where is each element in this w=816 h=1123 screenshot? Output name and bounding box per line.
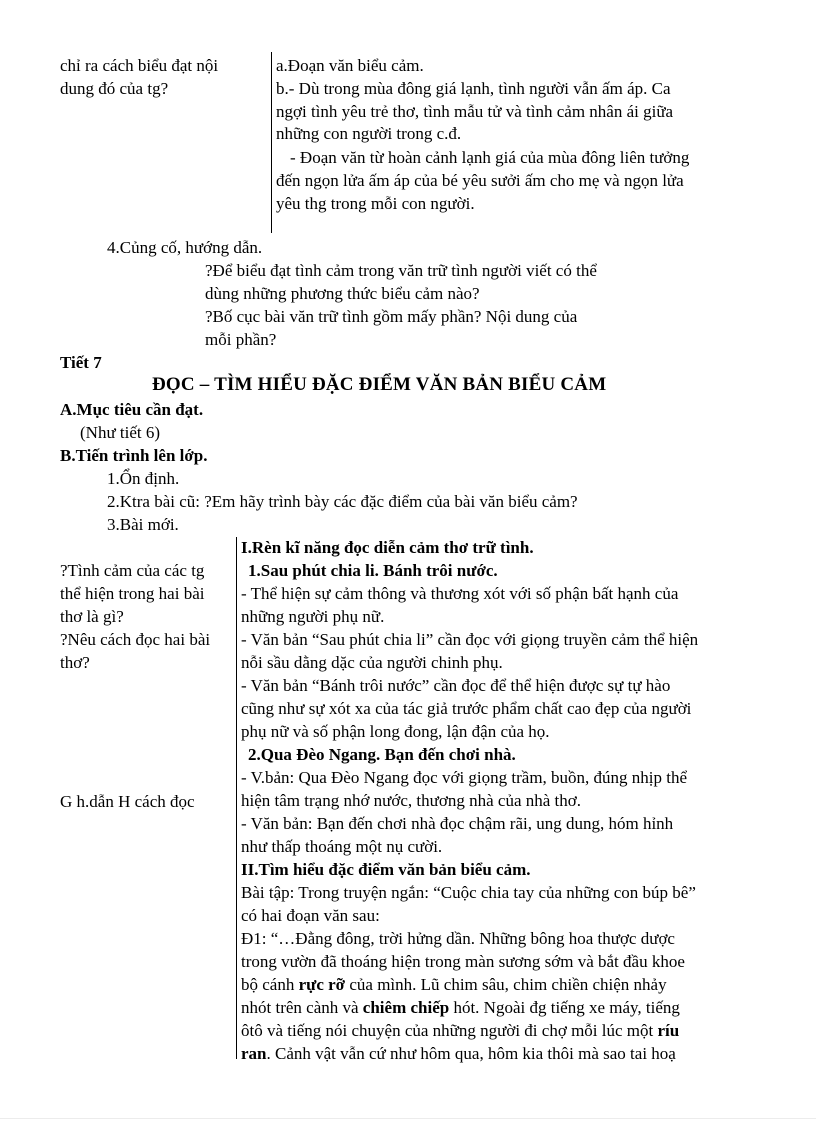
step-item: 3.Bài mới. (107, 515, 179, 534)
table1-right-line: b.- Dù trong mùa đông giá lạnh, tình người vẫn ấm áp. Ca (276, 79, 671, 98)
section-a-heading: A.Mục tiêu cần đạt. (60, 400, 204, 419)
page-title: ĐỌC – TÌM HIỂU ĐẶC ĐIỂM VĂN BẢN BIỂU CẢM (152, 374, 607, 395)
paragraph-line: hiện tâm trạng nhớ nước, thương nhà của nhà thơ. (241, 791, 581, 810)
table1-right-line: yêu thg trong mỗi con người. (276, 194, 475, 213)
excerpt-text: nhót trên cành và (241, 998, 363, 1017)
section4-line: mỗi phần? (205, 330, 277, 349)
paragraph-line: - Thể hiện sự cảm thông và thương xót với số phận bất hạnh của (241, 584, 679, 603)
table1-left-line: dung đó của tg? (60, 79, 169, 98)
paragraph-line: như thấp thoáng một nụ cười. (241, 837, 443, 856)
table1-left-line: chỉ ra cách biểu đạt nội (60, 56, 219, 75)
excerpt-line (241, 1043, 676, 1065)
excerpt-line (241, 974, 667, 996)
paragraph-line: cũng như sự xót xa của tác giả trước phẩm chất cao đẹp của người (241, 699, 692, 718)
part1-heading: I.Rèn kĩ năng đọc diễn cảm thơ trữ tình. (241, 538, 534, 557)
table2-question-line: G h.dẫn H cách đọc (60, 792, 195, 811)
excerpt-line (241, 997, 680, 1019)
table1-right-line: ngợi tình yêu trẻ thơ, tình mẫu tử và tình cảm nhân ái giữa (276, 102, 674, 121)
table1-right-line: đến ngọn lửa ấm áp của bé yêu sưởi ấm cho mẹ và ngọn lửa (276, 171, 684, 190)
excerpt-emphasis: chiêm chiếp (362, 998, 450, 1017)
subheading: 2.Qua Đèo Ngang. Bạn đến chơi nhà. (248, 745, 516, 764)
section4-heading: 4.Củng cố, hướng dẫn. (107, 238, 263, 257)
step-item: 1.Ổn định. (107, 469, 180, 488)
excerpt-emphasis: ran (241, 1044, 267, 1063)
section-b-heading: B.Tiến trình lên lớp. (60, 446, 208, 465)
paragraph-line: những người phụ nữ. (241, 607, 385, 626)
step-item: 2.Ktra bài cũ: ?Em hãy trình bày các đặc điểm của bài văn biểu cảm? (107, 492, 578, 511)
table2-question-line: thơ? (60, 653, 90, 672)
excerpt-line: trong vườn đã thoáng hiện trong màn sương sớm và bắt đầu khoe (241, 952, 685, 971)
table1-right-line: a.Đoạn văn biểu cảm. (276, 56, 424, 75)
section4-line: ?Để biểu đạt tình cảm trong văn trữ tình người viết có thể (205, 261, 597, 280)
section4-line: ?Bố cục bài văn trữ tình gồm mấy phần? Nội dung của (205, 307, 578, 326)
paragraph-line: Bài tập: Trong truyện ngắn: “Cuộc chia tay của những con búp bê” (241, 883, 696, 902)
table2-question-line: thể hiện trong hai bài (60, 584, 205, 603)
table2-question-line: ?Nêu cách đọc hai bài (60, 630, 211, 649)
table1-right-line: những con người trong c.đ. (276, 124, 462, 143)
excerpt-line: Đ1: “…Đằng đông, trời hửng dần. Những bông hoa thược dược (241, 929, 675, 948)
paragraph-line: có hai đoạn văn sau: (241, 906, 380, 925)
paragraph-line: phụ nữ và số phận long đong, lận đận của họ. (241, 722, 550, 741)
paragraph-line: - Văn bản “Sau phút chia li” cần đọc với giọng truyền cảm thể hiện (241, 630, 699, 649)
excerpt-text: hót. Ngoài đg tiếng xe máy, tiếng (449, 998, 680, 1017)
excerpt-text: . Cảnh vật vẫn cứ như hôm qua, hôm kia thôi mà sao tai hoạ (266, 1044, 676, 1063)
table2-column-divider (236, 537, 237, 1059)
paragraph-line: nỗi sầu dằng dặc của người chinh phụ. (241, 653, 503, 672)
paragraph-line: - Văn bản “Bánh trôi nước” cần đọc để thể hiện được sự tự hào (241, 676, 671, 695)
excerpt-text: ôtô và tiếng nói chuyện của những người đi chợ mỗi lúc một (241, 1021, 658, 1040)
section4-line: dùng những phương thức biểu cảm nào? (205, 284, 480, 303)
table1-column-divider (271, 52, 272, 233)
page-bottom-rule (0, 1118, 816, 1119)
excerpt-line (241, 1020, 679, 1042)
excerpt-emphasis: rực rỡ (298, 975, 346, 994)
period-label: Tiết 7 (60, 353, 102, 372)
excerpt-text: bộ cánh (241, 975, 299, 994)
part2-heading: II.Tìm hiểu đặc điểm văn bản biểu cảm. (241, 860, 531, 879)
excerpt-emphasis: ríu (657, 1021, 680, 1040)
subheading: 1.Sau phút chia li. Bánh trôi nước. (248, 561, 498, 580)
paragraph-line: - V.bản: Qua Đèo Ngang đọc với giọng trầm, buồn, đúng nhịp thể (241, 768, 688, 787)
paragraph-line: - Văn bản: Bạn đến chơi nhà đọc chậm rãi, ung dung, hóm hỉnh (241, 814, 674, 833)
section-a-note: (Như tiết 6) (80, 423, 161, 442)
excerpt-text: của mình. Lũ chim sâu, chim chiền chiện nhảy (345, 975, 667, 994)
table2-question-line: thơ là gì? (60, 607, 124, 626)
table2-question-line: ?Tình cảm của các tg (60, 561, 205, 580)
table1-right-line: - Đoạn văn từ hoàn cảnh lạnh giá của mùa đông liên tưởng (290, 148, 690, 167)
